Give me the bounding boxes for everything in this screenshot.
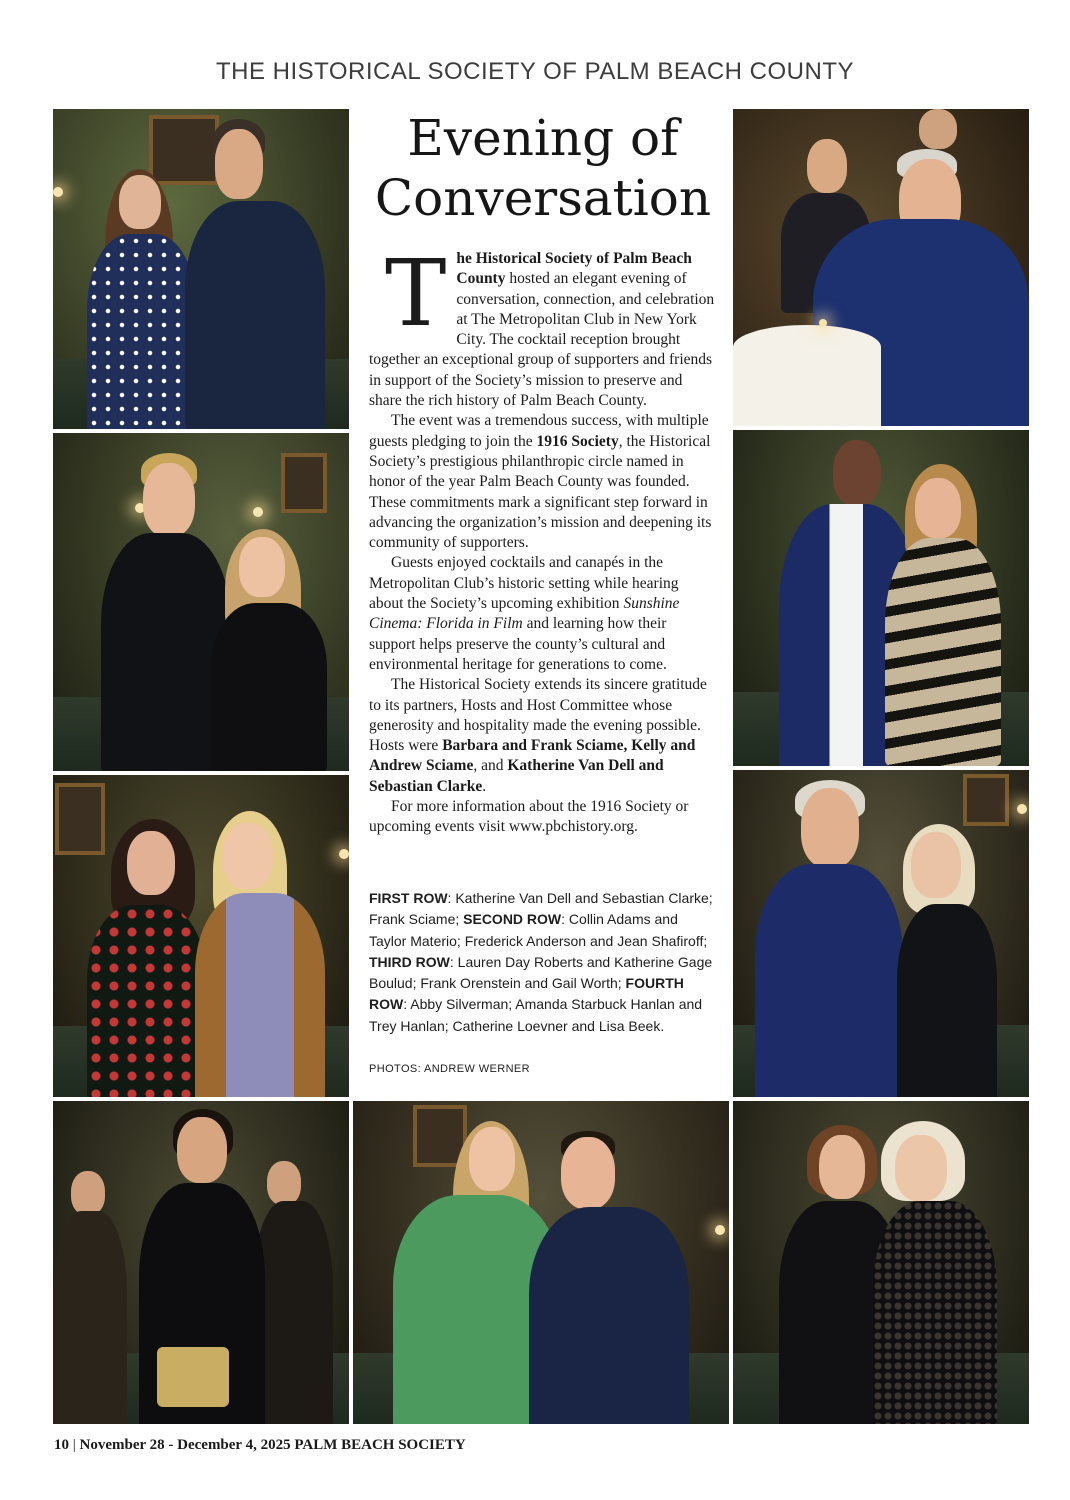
article-body xyxy=(369,240,715,838)
society-name: 1916 Society xyxy=(536,432,619,450)
caption-row1-text: : Katherine Van Dell and Sebastian Clarke; Frank Sciame; xyxy=(369,890,713,928)
title-line-2: Conversation xyxy=(374,169,712,227)
article-paragraph-4 xyxy=(369,675,715,797)
p2-text-a: The event was a tremendous success, with multiple guests pledging to join the xyxy=(369,412,709,450)
photo-katherine-van-dell-sebastian-clarke xyxy=(53,109,349,429)
page-number: 10 xyxy=(54,1437,69,1453)
title-line-1: Evening of xyxy=(407,109,679,167)
p3-text-a: Guests enjoyed cocktails and canapés in the Metropolitan Club’s historic setting while hearing about the Society’s upcoming exhibition xyxy=(369,554,679,613)
p2-text-b: , the Historical Society’s prestigious philanthropic circle named in honor of the year Palm Beach County was founded. These commitments mark a significant step forward in advancing the organization’s mission and deepening its community of supporters. xyxy=(369,432,712,552)
article-paragraph-3 xyxy=(369,553,715,675)
photo-lauren-day-roberts-katherine-gage-boulud xyxy=(53,775,349,1097)
article-paragraph-2 xyxy=(369,411,715,553)
caption-row2-text: : Collin Adams and Taylor Materio; Frederick Anderson and Jean Shafiroff; xyxy=(369,911,708,949)
publication-name: PALM BEACH SOCIETY xyxy=(294,1437,466,1453)
caption-row4-label: FOURTH ROW xyxy=(369,975,684,1013)
article-paragraph-1 xyxy=(369,240,715,411)
p4-text-a: The Historical Society extends its sincere gratitude to its partners, Hosts and Host Committee whose generosity and hospitality made the evening possible. Hosts were xyxy=(369,676,707,755)
p3-text-b: and learning how their support helps preserve the county’s cultural and environmental heritage for generations to come. xyxy=(369,615,667,673)
article-title xyxy=(356,108,730,228)
org-name: he Historical Society of Palm Beach County xyxy=(456,250,692,288)
footer-separator: | xyxy=(72,1437,76,1453)
caption-row2-label: SECOND ROW xyxy=(463,911,562,928)
p4-text-b: , and xyxy=(473,757,508,775)
p4-text-c: . xyxy=(482,777,487,795)
photo-abby-silverman xyxy=(53,1101,349,1424)
hosts-names-2: Katherine Van Dell and Sebastian Clarke xyxy=(369,757,664,795)
caption-row3-text: : Lauren Day Roberts and Katherine Gage Boulud; Frank Orenstein and Gail Worth; xyxy=(369,953,713,992)
photo-frederick-anderson-jean-shafiroff xyxy=(733,430,1029,766)
page-footer xyxy=(54,1437,466,1454)
issue-date: November 28 - December 4, 2025 xyxy=(79,1437,291,1453)
photo-credit: PHOTOS: ANDREW WERNER xyxy=(369,1063,530,1075)
photo-frank-orenstein-gail-worth xyxy=(733,770,1029,1097)
photo-amanda-starbuck-hanlan-trey-hanlan xyxy=(353,1101,729,1424)
caption-row3-label: THIRD ROW xyxy=(369,953,450,970)
masthead: THE HISTORICAL SOCIETY OF PALM BEACH COUNTY xyxy=(215,58,855,85)
photo-caption xyxy=(369,888,715,1037)
article-paragraph-5: For more information about the 1916 Society or upcoming events visit www.pbchistory.org. xyxy=(369,798,689,836)
exhibition-title: Sunshine Cinema: Florida in Film xyxy=(369,595,680,633)
drop-cap: T xyxy=(385,240,447,347)
caption-row1-label: FIRST ROW xyxy=(369,890,448,906)
hosts-names-1: Barbara and Frank Sciame, Kelly and Andrew Sciame xyxy=(369,737,696,775)
photo-catherine-loevner-lisa-beek xyxy=(733,1101,1029,1424)
photo-collin-adams-taylor-materio xyxy=(53,433,349,771)
p1-text: hosted an elegant evening of conversation, connection, and celebration at The Metropolitan Club in New York City. The cocktail reception brought together an exceptional group of supporters and friends in support of the Society’s mission to preserve and share the rich history of Palm Beach County. xyxy=(369,270,715,410)
caption-row4-text: : Abby Silverman; Amanda Starbuck Hanlan and Trey Hanlan; Catherine Loevner and Lisa Beek. xyxy=(369,996,703,1034)
photo-frank-sciame xyxy=(733,109,1029,426)
